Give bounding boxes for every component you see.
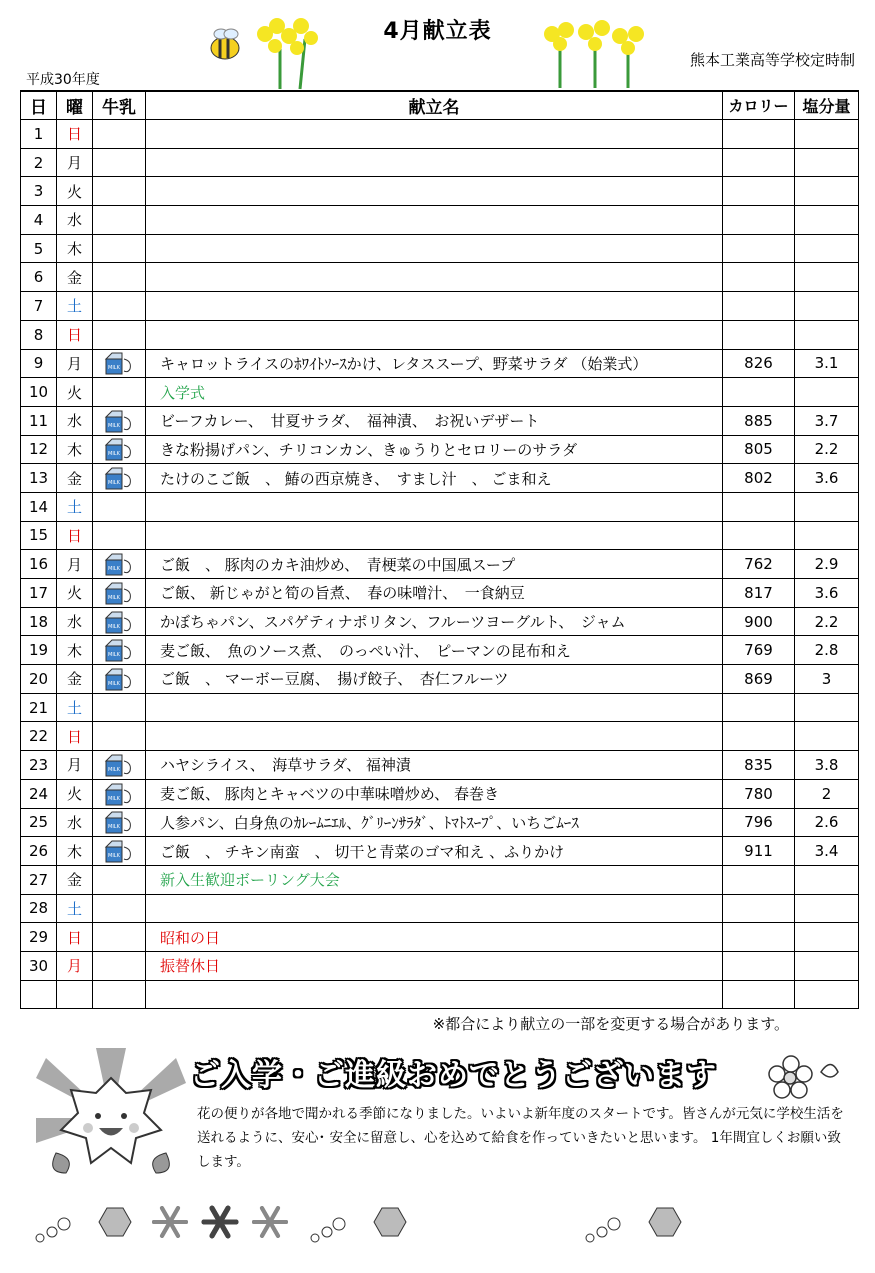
table-row <box>21 206 859 235</box>
cell-day: 29 <box>21 923 57 952</box>
svg-text:MILK: MILK <box>108 422 120 429</box>
flower-mascot-illustration <box>36 1048 186 1188</box>
cell-menu <box>146 693 723 722</box>
cell-salt <box>795 980 859 1009</box>
cell-salt <box>795 234 859 263</box>
cell-salt: 2.6 <box>795 808 859 837</box>
cell-milk <box>93 406 146 435</box>
milk-carton-icon <box>100 810 138 834</box>
cell-menu: 昭和の日 <box>146 923 723 952</box>
cell-weekday: 火 <box>57 177 93 206</box>
cell-milk <box>93 464 146 493</box>
cell-calories <box>723 894 795 923</box>
cell-milk <box>93 292 146 321</box>
cell-calories: 885 <box>723 406 795 435</box>
cell-calories <box>723 263 795 292</box>
cell-calories: 762 <box>723 550 795 579</box>
cell-calories <box>723 923 795 952</box>
column-header-salt: 塩分量 <box>795 91 859 120</box>
cell-day: 3 <box>21 177 57 206</box>
menu-table <box>20 90 859 1009</box>
cell-calories: 911 <box>723 837 795 866</box>
svg-text:MILK: MILK <box>108 824 120 831</box>
cell-calories: 900 <box>723 607 795 636</box>
cell-day: 19 <box>21 636 57 665</box>
cell-weekday: 金 <box>57 263 93 292</box>
cell-milk <box>93 349 146 378</box>
cell-day: 1 <box>21 120 57 149</box>
milk-carton-icon <box>100 610 138 634</box>
cell-calories <box>723 148 795 177</box>
table-row <box>21 378 859 407</box>
cell-milk <box>93 865 146 894</box>
cell-day: 24 <box>21 779 57 808</box>
cell-weekday: 月 <box>57 751 93 780</box>
cell-weekday: 木 <box>57 234 93 263</box>
table-row <box>21 751 859 780</box>
cell-menu <box>146 292 723 321</box>
cell-salt: 2 <box>795 779 859 808</box>
cell-menu <box>146 120 723 149</box>
cell-weekday: 土 <box>57 292 93 321</box>
cell-salt <box>795 722 859 751</box>
cell-calories <box>723 492 795 521</box>
cell-salt: 2.2 <box>795 435 859 464</box>
cell-day: 2 <box>21 148 57 177</box>
cell-weekday: 金 <box>57 464 93 493</box>
table-header-row <box>21 91 859 120</box>
table-row <box>21 579 859 608</box>
cell-weekday: 日 <box>57 521 93 550</box>
cell-weekday: 火 <box>57 779 93 808</box>
cell-milk <box>93 550 146 579</box>
cell-milk <box>93 579 146 608</box>
cell-calories <box>723 693 795 722</box>
cell-weekday: 木 <box>57 435 93 464</box>
table-row <box>21 722 859 751</box>
cell-day: 5 <box>21 234 57 263</box>
cell-milk <box>93 665 146 694</box>
cell-day: 10 <box>21 378 57 407</box>
cell-calories: 805 <box>723 435 795 464</box>
cell-menu <box>146 521 723 550</box>
cell-calories <box>723 865 795 894</box>
cell-day: 27 <box>21 865 57 894</box>
cell-salt: 2.8 <box>795 636 859 665</box>
cell-menu <box>146 234 723 263</box>
cell-menu: 麦ご飯、 魚のソース煮、 のっぺい汁、 ピーマンの昆布和え <box>146 636 723 665</box>
cell-salt <box>795 378 859 407</box>
cell-calories <box>723 206 795 235</box>
column-header-milk: 牛乳 <box>93 91 146 120</box>
cell-weekday: 火 <box>57 378 93 407</box>
cell-menu <box>146 980 723 1009</box>
cell-menu <box>146 206 723 235</box>
cell-weekday: 日 <box>57 120 93 149</box>
table-row <box>21 464 859 493</box>
cell-menu: かぼちゃパン、スパゲティナポリタン、フルーツヨーグルト、 ジャム <box>146 607 723 636</box>
svg-text:MILK: MILK <box>108 766 120 773</box>
cell-day: 4 <box>21 206 57 235</box>
cell-calories <box>723 722 795 751</box>
cell-weekday: 日 <box>57 923 93 952</box>
cell-milk <box>93 492 146 521</box>
table-row <box>21 837 859 866</box>
milk-carton-icon <box>100 581 138 605</box>
cell-weekday: 水 <box>57 406 93 435</box>
cell-calories <box>723 378 795 407</box>
cell-day: 17 <box>21 579 57 608</box>
svg-text:MILK: MILK <box>108 566 120 573</box>
cell-milk <box>93 751 146 780</box>
cell-day: 12 <box>21 435 57 464</box>
cell-salt: 2.9 <box>795 550 859 579</box>
table-row <box>21 808 859 837</box>
svg-text:MILK: MILK <box>108 451 120 458</box>
cell-menu: ご飯 、 豚肉のカキ油炒め、 青梗菜の中国風スープ <box>146 550 723 579</box>
cell-menu: きな粉揚げパン、チリコンカン、きゅうりとセロリーのサラダ <box>146 435 723 464</box>
cell-calories: 826 <box>723 349 795 378</box>
cell-day: 8 <box>21 320 57 349</box>
cell-milk <box>93 693 146 722</box>
cell-salt: 3.7 <box>795 406 859 435</box>
footer-decoration <box>30 1200 850 1255</box>
greeting-message: 花の便りが各地で聞かれる季節になりました。いよいよ新年度のスタートです。皆さんが元気に学校生活を送れるように、安心･ 安全に留意し、心を込めて給食を作っていきたいと思います。 1年間宜しくお願い致します。 <box>197 1106 844 1170</box>
cell-salt: 3 <box>795 665 859 694</box>
cherry-blossom-icon <box>766 1052 846 1102</box>
table-row <box>21 292 859 321</box>
cell-day: 26 <box>21 837 57 866</box>
cell-day: 25 <box>21 808 57 837</box>
cell-salt: 3.6 <box>795 579 859 608</box>
cell-calories: 780 <box>723 779 795 808</box>
table-row <box>21 521 859 550</box>
cell-milk <box>93 923 146 952</box>
cell-menu: 人参パン、白身魚のｶﾚｰﾑﾆｴﾙ、ｸﾞﾘｰﾝｻﾗﾀﾞ、ﾄﾏﾄｽｰﾌﾟ、いちごﾑｰｽ <box>146 808 723 837</box>
page-title: 4月献立表 <box>383 19 492 44</box>
cell-day <box>21 980 57 1009</box>
table-row <box>21 263 859 292</box>
cell-calories: 769 <box>723 636 795 665</box>
cell-milk <box>93 120 146 149</box>
milk-carton-icon <box>100 667 138 691</box>
table-row <box>21 665 859 694</box>
svg-text:MILK: MILK <box>108 795 120 802</box>
cell-menu <box>146 492 723 521</box>
cell-weekday: 金 <box>57 665 93 694</box>
cell-menu <box>146 722 723 751</box>
cell-weekday: 月 <box>57 951 93 980</box>
cell-menu: キャロットライスのﾎﾜｲﾄｿｰｽかけ、レタススープ、野菜サラダ （始業式） <box>146 349 723 378</box>
cell-day: 23 <box>21 751 57 780</box>
cell-milk <box>93 636 146 665</box>
milk-carton-icon <box>100 466 138 490</box>
cell-weekday: 月 <box>57 349 93 378</box>
cell-milk <box>93 263 146 292</box>
cell-weekday: 土 <box>57 894 93 923</box>
cell-calories <box>723 177 795 206</box>
cell-menu: たけのこご飯 、 鰆の西京焼き、 すまし汁 、 ごま和え <box>146 464 723 493</box>
table-row <box>21 435 859 464</box>
cell-salt <box>795 923 859 952</box>
cell-salt <box>795 263 859 292</box>
cell-calories: 817 <box>723 579 795 608</box>
cell-menu: ご飯、 新じゃがと筍の旨煮、 春の味噌汁、 一食納豆 <box>146 579 723 608</box>
cell-weekday: 木 <box>57 837 93 866</box>
congratulations-banner: ご入学・ご進級おめでとうございます <box>190 1058 717 1093</box>
svg-text:MILK: MILK <box>108 594 120 601</box>
fiscal-year: 平成30年度 <box>26 72 100 88</box>
cell-salt: 3.1 <box>795 349 859 378</box>
table-row <box>21 492 859 521</box>
table-row <box>21 894 859 923</box>
cell-weekday: 土 <box>57 693 93 722</box>
table-row <box>21 349 859 378</box>
table-row <box>21 779 859 808</box>
rapeseed-flower-icon <box>544 20 644 88</box>
cell-day: 21 <box>21 693 57 722</box>
milk-carton-icon <box>100 839 138 863</box>
cell-weekday: 日 <box>57 320 93 349</box>
cell-day: 9 <box>21 349 57 378</box>
cell-salt <box>795 206 859 235</box>
cell-day: 18 <box>21 607 57 636</box>
flower-border-icon <box>36 1208 681 1242</box>
cell-menu <box>146 320 723 349</box>
cell-weekday: 木 <box>57 636 93 665</box>
cell-milk <box>93 378 146 407</box>
cell-milk <box>93 808 146 837</box>
cell-salt: 2.2 <box>795 607 859 636</box>
table-row <box>21 148 859 177</box>
cell-menu <box>146 894 723 923</box>
svg-text:MILK: MILK <box>108 652 120 659</box>
cell-menu <box>146 148 723 177</box>
cell-calories <box>723 521 795 550</box>
cell-salt: 3.6 <box>795 464 859 493</box>
cell-salt <box>795 320 859 349</box>
cell-day: 11 <box>21 406 57 435</box>
cell-menu: ハヤシライス、 海草サラダ、 福神漬 <box>146 751 723 780</box>
cell-salt <box>795 177 859 206</box>
svg-text:MILK: MILK <box>108 853 120 860</box>
cell-calories <box>723 980 795 1009</box>
cell-weekday: 月 <box>57 550 93 579</box>
table-row <box>21 980 859 1009</box>
cell-weekday: 水 <box>57 808 93 837</box>
cell-milk <box>93 980 146 1009</box>
cell-milk <box>93 435 146 464</box>
milk-carton-icon <box>100 552 138 576</box>
milk-carton-icon <box>100 753 138 777</box>
cell-menu: 振替休日 <box>146 951 723 980</box>
milk-carton-icon <box>100 437 138 461</box>
cell-salt <box>795 951 859 980</box>
table-row <box>21 234 859 263</box>
cell-salt <box>795 865 859 894</box>
rapeseed-flower-icon <box>257 18 318 89</box>
cell-milk <box>93 320 146 349</box>
cell-calories: 802 <box>723 464 795 493</box>
cell-salt <box>795 492 859 521</box>
table-row <box>21 120 859 149</box>
milk-carton-icon <box>100 409 138 433</box>
cell-menu: 麦ご飯、 豚肉とキャベツの中華味噌炒め、 春巻き <box>146 779 723 808</box>
cell-calories <box>723 951 795 980</box>
cell-weekday: 火 <box>57 579 93 608</box>
table-row <box>21 693 859 722</box>
table-row <box>21 320 859 349</box>
cell-milk <box>93 177 146 206</box>
cell-menu: 入学式 <box>146 378 723 407</box>
cell-menu: 新入生歓迎ボーリング大会 <box>146 865 723 894</box>
cell-day: 30 <box>21 951 57 980</box>
table-row <box>21 406 859 435</box>
svg-text:MILK: MILK <box>108 680 120 687</box>
cell-salt <box>795 693 859 722</box>
cell-day: 15 <box>21 521 57 550</box>
milk-carton-icon <box>100 782 138 806</box>
cell-salt <box>795 292 859 321</box>
cell-menu <box>146 263 723 292</box>
cell-milk <box>93 722 146 751</box>
cell-weekday: 日 <box>57 722 93 751</box>
cell-calories <box>723 120 795 149</box>
svg-text:MILK: MILK <box>108 365 120 372</box>
cell-calories <box>723 292 795 321</box>
cell-calories <box>723 234 795 263</box>
cell-weekday <box>57 980 93 1009</box>
column-header-menu: 献立名 <box>146 91 723 120</box>
cell-day: 20 <box>21 665 57 694</box>
rapeseed-flowers-illustration <box>540 18 650 90</box>
table-row <box>21 177 859 206</box>
cell-milk <box>93 521 146 550</box>
cell-weekday: 金 <box>57 865 93 894</box>
cell-milk <box>93 951 146 980</box>
milk-carton-icon <box>100 351 138 375</box>
cell-day: 22 <box>21 722 57 751</box>
cell-milk <box>93 607 146 636</box>
table-row <box>21 951 859 980</box>
cell-calories: 869 <box>723 665 795 694</box>
cell-menu: ご飯 、 チキン南蛮 、 切干と青菜のゴマ和え 、ふりかけ <box>146 837 723 866</box>
change-notice: ※都合により献立の一部を変更する場合があります。 <box>432 1015 789 1033</box>
cell-day: 7 <box>21 292 57 321</box>
cell-salt: 3.4 <box>795 837 859 866</box>
cell-salt: 3.8 <box>795 751 859 780</box>
cell-weekday: 月 <box>57 148 93 177</box>
table-row <box>21 636 859 665</box>
cell-calories <box>723 320 795 349</box>
cell-milk <box>93 779 146 808</box>
cell-weekday: 水 <box>57 206 93 235</box>
cell-milk <box>93 234 146 263</box>
table-row <box>21 550 859 579</box>
column-header-calories: カロリー <box>723 91 795 120</box>
table-row <box>21 923 859 952</box>
cell-menu <box>146 177 723 206</box>
table-row <box>21 607 859 636</box>
cell-calories: 835 <box>723 751 795 780</box>
cell-day: 16 <box>21 550 57 579</box>
cell-day: 28 <box>21 894 57 923</box>
table-row <box>21 865 859 894</box>
cell-menu: ご飯 、 マーボー豆腐、 揚げ餃子、 杏仁フルーツ <box>146 665 723 694</box>
cell-salt <box>795 120 859 149</box>
milk-carton-icon <box>100 638 138 662</box>
cell-salt <box>795 148 859 177</box>
column-header-weekday: 曜 <box>57 91 93 120</box>
cell-weekday: 土 <box>57 492 93 521</box>
cell-milk <box>93 148 146 177</box>
bee-icon <box>211 29 239 59</box>
cell-milk <box>93 837 146 866</box>
cell-menu: ビーフカレー、 甘夏サラダ、 福神漬、 お祝いデザート <box>146 406 723 435</box>
cell-day: 6 <box>21 263 57 292</box>
cell-weekday: 水 <box>57 607 93 636</box>
svg-text:MILK: MILK <box>108 623 120 630</box>
cell-day: 14 <box>21 492 57 521</box>
cell-salt <box>795 894 859 923</box>
svg-text:MILK: MILK <box>108 480 120 487</box>
cell-milk <box>93 894 146 923</box>
cell-calories: 796 <box>723 808 795 837</box>
bee-and-flowers-illustration <box>205 14 325 90</box>
column-header-day: 日 <box>21 91 57 120</box>
school-name: 熊本工業高等学校定時制 <box>689 51 855 69</box>
cell-milk <box>93 206 146 235</box>
cell-salt <box>795 521 859 550</box>
cell-day: 13 <box>21 464 57 493</box>
